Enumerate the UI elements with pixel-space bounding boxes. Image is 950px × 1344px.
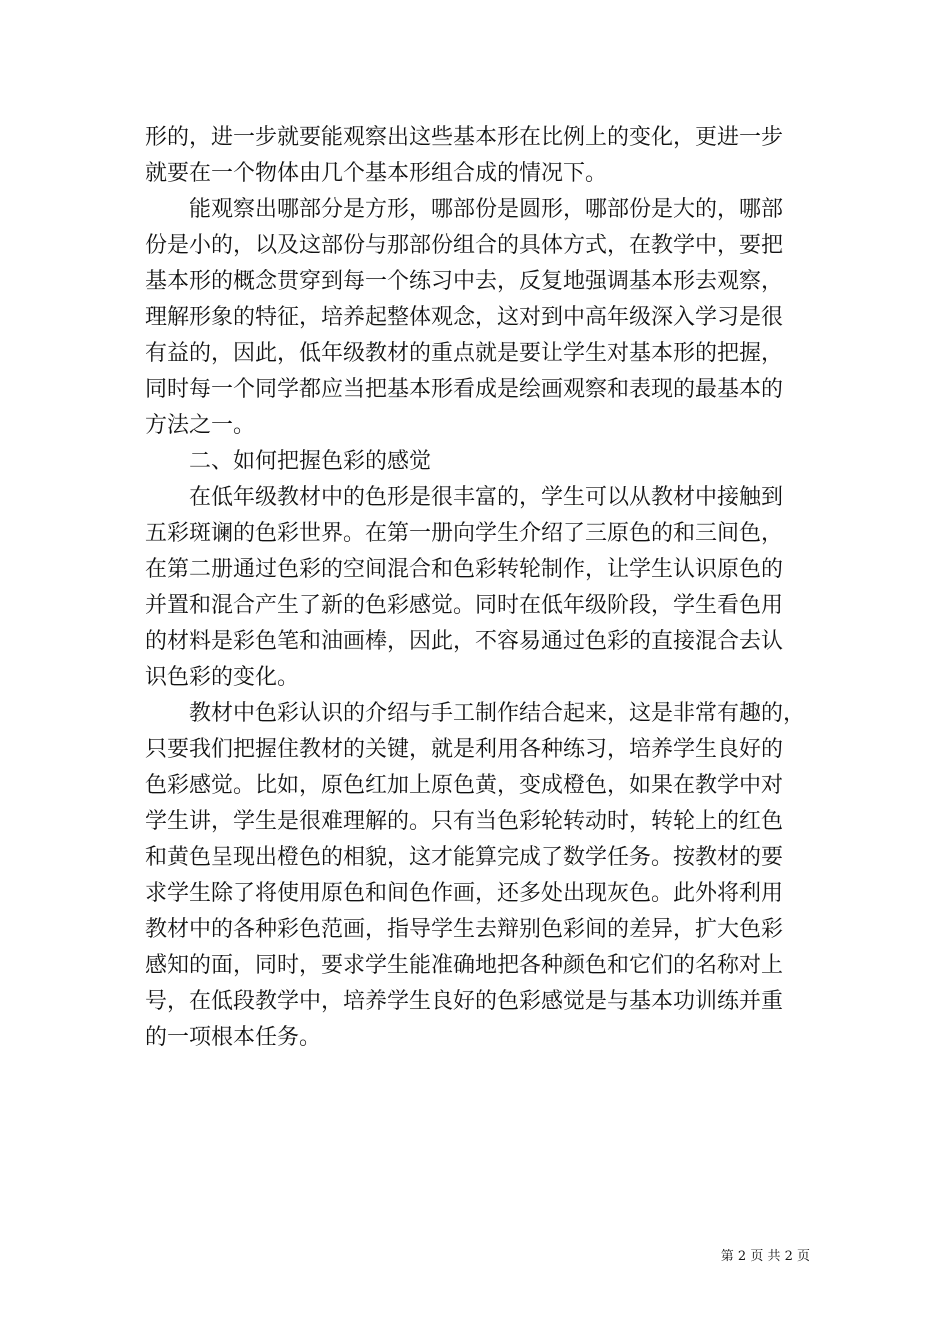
text-line: 教材中的各种彩色范画，指导学生去辩别色彩间的差异，扩大色彩 <box>145 917 784 942</box>
text-line: 色彩感觉。比如，原色红加上原色黄，变成橙色，如果在教学中对 <box>145 773 784 798</box>
paragraph-color-handcraft <box>145 696 810 1056</box>
text-line: 只要我们把握住教材的关键，就是利用各种练习，培养学生良好的 <box>145 737 784 762</box>
text-line: 基本形的概念贯穿到每一个练习中去，反复地强调基本形去观察， <box>145 269 784 294</box>
document-body <box>145 120 810 1056</box>
text-line: 感知的面，同时，要求学生能准确地把各种颜色和它们的名称对上 <box>145 953 784 978</box>
paragraph-continued <box>145 120 810 192</box>
text-line: 的一项根本任务。 <box>145 1025 322 1050</box>
text-line: 教材中色彩认识的介绍与手工制作结合起来，这是非常有趣的， <box>145 701 806 726</box>
page-number-footer: 第 2 页 共 2 页 <box>720 1249 810 1264</box>
text-line: 并置和混合产生了新的色彩感觉。同时在低年级阶段，学生看色用 <box>145 593 784 618</box>
text-line: 就要在一个物体由几个基本形组合成的情况下。 <box>145 161 608 186</box>
text-line: 和黄色呈现出橙色的相貌，这才能算完成了数学任务。按教材的要 <box>145 845 784 870</box>
text-line: 号，在低段教学中，培养学生良好的色彩感觉是与基本功训练并重 <box>145 989 784 1014</box>
text-line: 能观察出哪部分是方形，哪部份是圆形，哪部份是大的，哪部 <box>145 197 784 222</box>
paragraph-color-world <box>145 480 810 696</box>
text-line: 在低年级教材中的色形是很丰富的，学生可以从教材中接触到 <box>145 485 784 510</box>
paragraph-basic-shapes <box>145 192 810 444</box>
text-line: 同时每一个同学都应当把基本形看成是绘画观察和表现的最基本的 <box>145 377 784 402</box>
text-line: 有益的，因此，低年级教材的重点就是要让学生对基本形的把握， <box>145 341 784 366</box>
text-line: 理解形象的特征，培养起整体观念，这对到中高年级深入学习是很 <box>145 305 784 330</box>
section-heading-color <box>145 444 810 480</box>
text-line: 求学生除了将使用原色和间色作画，还多处出现灰色。此外将利用 <box>145 881 784 906</box>
text-line: 在第二册通过色彩的空间混合和色彩转轮制作，让学生认识原色的 <box>145 557 784 582</box>
text-line: 学生讲，学生是很难理解的。只有当色彩轮转动时，转轮上的红色 <box>145 809 784 834</box>
text-line: 份是小的，以及这部份与那部份组合的具体方式，在教学中，要把 <box>145 233 784 258</box>
text-line: 形的，进一步就要能观察出这些基本形在比例上的变化，更进一步 <box>145 125 784 150</box>
text-line: 方法之一。 <box>145 413 256 438</box>
text-line: 识色彩的变化。 <box>145 665 300 690</box>
text-line: 二、如何把握色彩的感觉 <box>145 449 432 474</box>
text-line: 五彩斑谰的色彩世界。在第一册向学生介绍了三原色的和三间色， <box>145 521 784 546</box>
text-line: 的材料是彩色笔和油画棒，因此，不容易通过色彩的直接混合去认 <box>145 629 784 654</box>
